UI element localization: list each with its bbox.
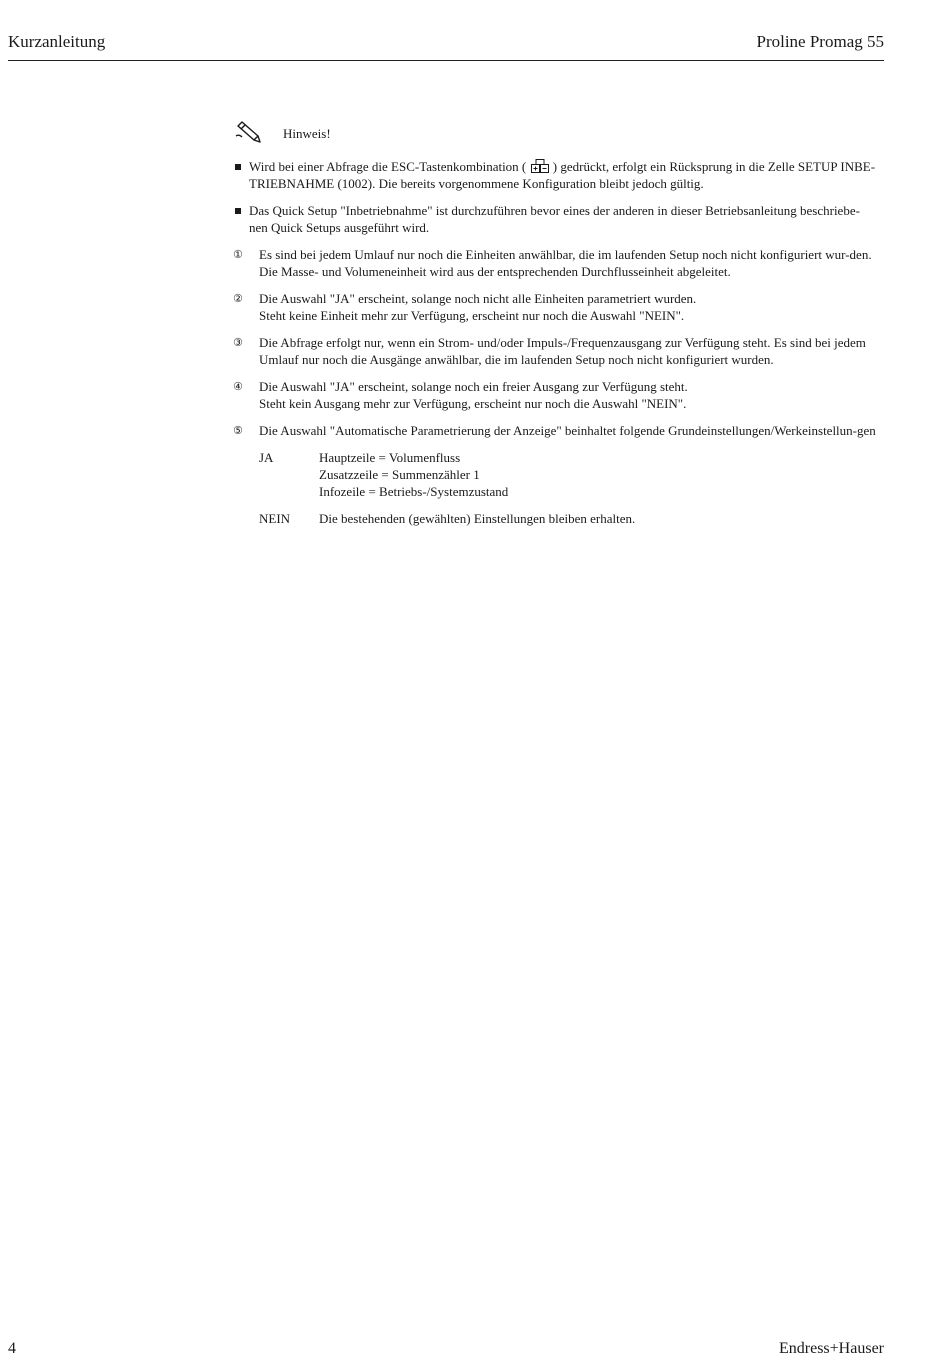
numbered-note-line: Die Auswahl "JA" erscheint, solange noch nicht alle Einheiten parametriert wurden. <box>259 291 697 306</box>
definition-description <box>319 510 878 527</box>
definition-line: Hauptzeile = Volumenfluss <box>319 450 461 465</box>
bullet-square-icon <box>235 208 241 214</box>
note-heading <box>233 122 878 144</box>
circled-number: ② <box>233 292 243 305</box>
bullet-text-start: Wird bei einer Abfrage die ESC-Tastenkombination ( <box>249 159 527 174</box>
document-section-title: Kurzanleitung <box>8 32 106 51</box>
numbered-note-line: Die Auswahl "JA" erscheint, solange noch ein freier Ausgang zur Verfügung steht. <box>259 379 688 394</box>
note-bullet <box>233 202 878 236</box>
definition-row <box>259 510 878 527</box>
numbered-note <box>233 246 878 280</box>
bullet-text: Das Quick Setup "Inbetriebnahme" ist durchzuführen bevor eines der anderen in dieser Betriebsanleitung beschriebe-nen Quick Setups ausgeführt wird. <box>249 203 860 235</box>
brand-name: Endress+Hauser <box>779 1340 884 1357</box>
numbered-note-line: Steht kein Ausgang mehr zur Verfügung, erscheint nur noch die Auswahl "NEIN". <box>259 396 687 411</box>
circled-number: ③ <box>233 336 243 349</box>
page-number: 4 <box>8 1340 16 1357</box>
numbered-note-line: Steht keine Einheit mehr zur Verfügung, erscheint nur noch die Auswahl "NEIN". <box>259 308 685 323</box>
product-name: Proline Promag 55 <box>756 32 884 51</box>
circled-number: ④ <box>233 380 243 393</box>
numbered-note-text: Die Auswahl "Automatische Parametrierung der Anzeige" beinhaltet folgende Grundeinstellungen/Werkeinstellun-gen <box>259 423 876 438</box>
definition-description <box>319 449 878 500</box>
page-footer <box>8 1340 884 1360</box>
definition-term: JA <box>259 450 274 465</box>
definition-row <box>259 449 878 500</box>
definition-line: Zusatzzeile = Summenzähler 1 <box>319 467 480 482</box>
page-header <box>8 32 884 61</box>
numbered-note <box>233 378 878 412</box>
circled-number: ⑤ <box>233 424 243 437</box>
note-title: Hinweis! <box>283 126 331 141</box>
definition-line: Die bestehenden (gewählten) Einstellungen bleiben erhalten. <box>319 511 636 526</box>
definition-line: Infozeile = Betriebs-/Systemzustand <box>319 484 509 499</box>
esc-key-combination-icon <box>531 159 549 173</box>
numbered-note <box>233 422 878 439</box>
numbered-note <box>233 334 878 368</box>
circled-number: ① <box>233 248 243 261</box>
definition-list <box>259 449 878 527</box>
bullet-text-end: ) gedrückt, erfolgt ein Rücksprung in die Zelle SETUP INBE-TRIEBNAHME (1002). Die bereits vorgenommene Konfiguration bleibt jedoch gültig. <box>249 159 876 191</box>
bullet-square-icon <box>235 164 241 170</box>
definition-term: NEIN <box>259 511 291 526</box>
numbered-note-text: Es sind bei jedem Umlauf nur noch die Einheiten anwählbar, die im laufenden Setup noch nicht konfiguriert wur-den. Die Masse- und Volumeneinheit wird aus der entsprechenden Durchflusseinheit abgeleitet. <box>259 247 872 279</box>
note-bullet <box>233 158 878 192</box>
pencil-icon <box>233 118 263 144</box>
page-content <box>233 122 878 537</box>
numbered-note-text: Die Abfrage erfolgt nur, wenn ein Strom- und/oder Impuls-/Frequenzausgang zur Verfügung steht. Es sind bei jedem Umlauf nur noch die Ausgänge anwählbar, die im laufenden Setup noch nicht konfiguriert wurden. <box>259 335 866 367</box>
numbered-note <box>233 290 878 324</box>
